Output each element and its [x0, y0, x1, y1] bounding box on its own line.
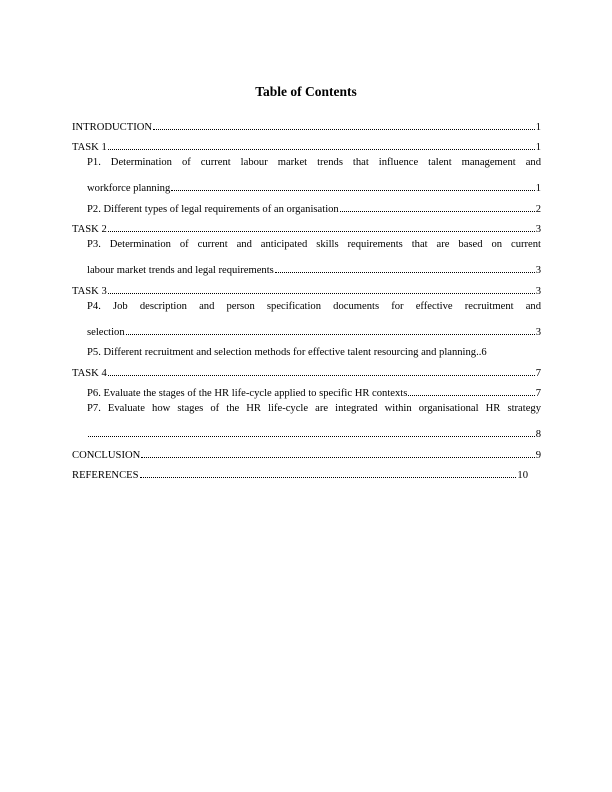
dot-leader — [153, 128, 535, 130]
toc-entry-p1-line1[interactable]: P1. Determination of current labour market trends that influence talent management and — [87, 157, 541, 168]
toc-page-number: 1 — [535, 121, 541, 133]
toc-entry-task-2[interactable] — [72, 215, 541, 236]
toc-entry-text: P6. Evaluate the stages of the HR life-cycle applied to specific HR contexts — [87, 388, 408, 399]
dot-leader — [140, 476, 517, 478]
dot-leader — [108, 292, 535, 294]
toc-entry-text: REFERENCES — [72, 470, 139, 481]
dot-leader — [408, 394, 534, 396]
toc-entry-text: workforce planning — [87, 183, 171, 194]
dot-leader — [126, 333, 535, 335]
toc-page-number: 1 — [535, 142, 541, 153]
toc-entry-p5[interactable] — [72, 338, 541, 359]
toc-entry-text: selection — [87, 326, 125, 338]
toc-page-number: 10 — [517, 470, 528, 481]
toc-entry-references[interactable] — [72, 461, 528, 482]
toc-entry-text: TASK 2 — [72, 224, 107, 235]
toc-page-number: 7 — [535, 367, 541, 379]
toc-entry-p1[interactable] — [72, 174, 541, 195]
toc-entry-text: P5. Different recruitment and selection methods for effective talent resourcing and planning. — [87, 347, 479, 358]
toc-entry-p4[interactable] — [72, 317, 541, 338]
toc-entry-task-4[interactable] — [72, 358, 541, 379]
toc-page-number: 3 — [535, 326, 541, 338]
toc-entry-text: labour market trends and legal requirements — [87, 265, 274, 276]
dot-leader — [340, 210, 535, 212]
toc-entry-p7[interactable] — [72, 420, 541, 441]
toc-entry-text: P2. Different types of legal requirements of an organisation — [87, 203, 339, 215]
toc-entry-text: TASK 4 — [72, 367, 107, 379]
toc-entry-task-1[interactable] — [72, 133, 541, 154]
dot-leader — [275, 271, 535, 273]
toc-entry-text: INTRODUCTION — [72, 121, 153, 133]
toc-entry-p3-line1[interactable]: P3. Determination of current and anticipated skills requirements that are based on current — [87, 239, 541, 250]
toc-page-number: .6 — [478, 347, 487, 358]
toc-entry-task-3[interactable] — [72, 276, 541, 297]
toc-page-number: 9 — [535, 449, 541, 461]
toc-entry-text: CONCLUSION — [72, 449, 141, 461]
dot-leader — [171, 189, 534, 191]
dot-leader — [108, 148, 535, 150]
toc-page-number: 3 — [535, 224, 541, 235]
toc-title: Table of Contents — [255, 84, 357, 99]
dot-leader — [88, 435, 535, 437]
dot-leader — [108, 374, 535, 376]
toc-page-number: 3 — [535, 265, 541, 276]
toc-entry-introduction[interactable] — [72, 112, 541, 133]
toc-page-number: 1 — [535, 183, 541, 194]
toc-entry-p6[interactable] — [72, 379, 541, 400]
toc-entry-p7-line1[interactable]: P7. Evaluate how stages of the HR life-cycle are integrated within organisational HR strategy — [87, 403, 541, 414]
toc-page-number: 3 — [535, 285, 541, 297]
dot-leader — [108, 230, 535, 232]
toc-entry-p4-line1[interactable]: P4. Job description and person specification documents for effective recruitment and — [87, 300, 541, 312]
toc-page-number: 7 — [535, 388, 541, 399]
toc-entry-text: TASK 1 — [72, 142, 107, 153]
toc-entry-text: TASK 3 — [72, 285, 107, 297]
dot-leader — [141, 456, 534, 458]
table-of-contents — [72, 112, 541, 481]
toc-entry-conclusion[interactable] — [72, 440, 541, 461]
toc-page-number: 8 — [535, 429, 541, 440]
toc-entry-p3[interactable] — [72, 256, 541, 277]
toc-page-number: 2 — [535, 203, 541, 215]
toc-entry-p2[interactable] — [72, 194, 541, 215]
